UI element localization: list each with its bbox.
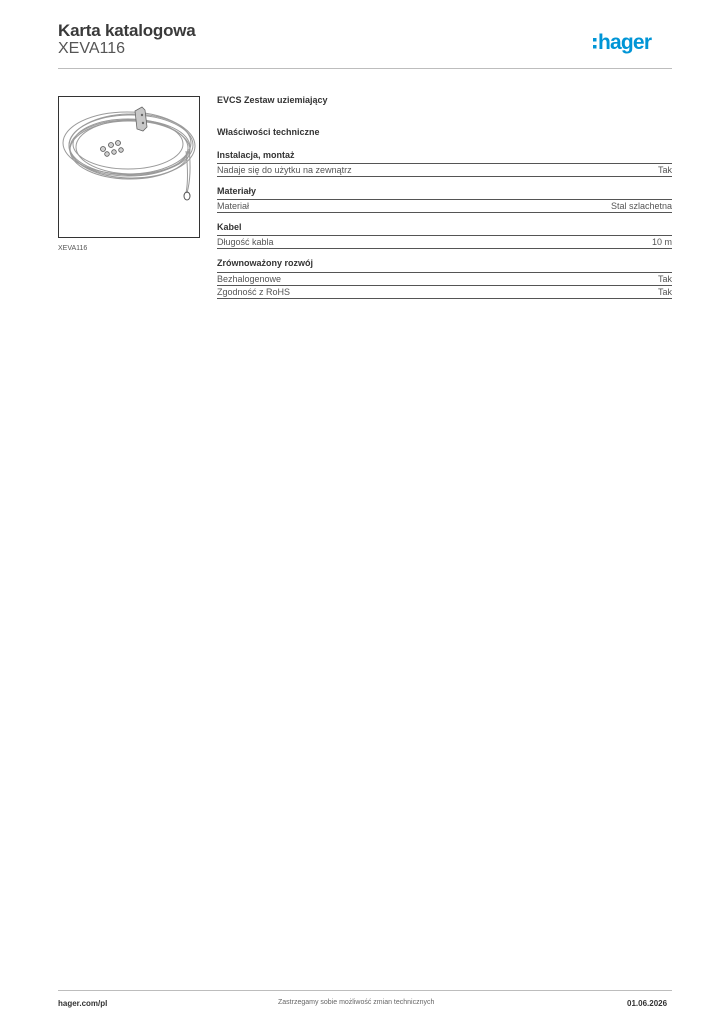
footer-date: 01.06.2026 (627, 999, 668, 1008)
image-caption: XEVA116 (58, 245, 88, 252)
footer-disclaimer: Zastrzegamy sobie możliwość zmian technicznych (278, 999, 435, 1006)
group-title: Instalacja, montaż (217, 150, 672, 164)
property-row (217, 236, 672, 249)
property-row (217, 286, 672, 299)
property-group (217, 258, 672, 299)
technical-properties-heading: Właściwości techniczne (217, 127, 320, 137)
property-value: 10 m (651, 237, 672, 247)
property-label: Długość kabla (217, 237, 274, 247)
property-row (217, 164, 672, 177)
group-title: Zrównoważony rozwój (217, 258, 313, 268)
group-title: Kabel (217, 222, 672, 236)
property-value: Stal szlachetna (610, 201, 672, 211)
product-image (58, 96, 200, 238)
product-details (217, 95, 672, 299)
svg-text:hager: hager (598, 31, 652, 54)
property-label: Zgodność z RoHS (217, 287, 291, 297)
hager-logo (592, 29, 676, 57)
property-group (217, 150, 672, 177)
product-name: EVCS Zestaw uziemiający (217, 95, 328, 105)
document-title: Karta katalogowa (58, 21, 196, 40)
property-row (217, 272, 672, 286)
property-label: Materiał (217, 201, 250, 211)
property-value: Tak (657, 274, 672, 284)
property-group (217, 222, 672, 249)
property-label: Nadaje się do użytku na zewnątrz (217, 165, 352, 175)
property-value: Tak (657, 287, 672, 297)
footer-website[interactable]: hager.com/pl (58, 999, 108, 1008)
group-title: Materiały (217, 186, 672, 200)
footer-divider (58, 990, 672, 991)
property-group (217, 186, 672, 213)
product-code: XEVA116 (58, 40, 126, 57)
property-label: Bezhalogenowe (217, 274, 282, 284)
property-row (217, 200, 672, 213)
header-divider (58, 68, 672, 69)
property-value: Tak (657, 165, 672, 175)
